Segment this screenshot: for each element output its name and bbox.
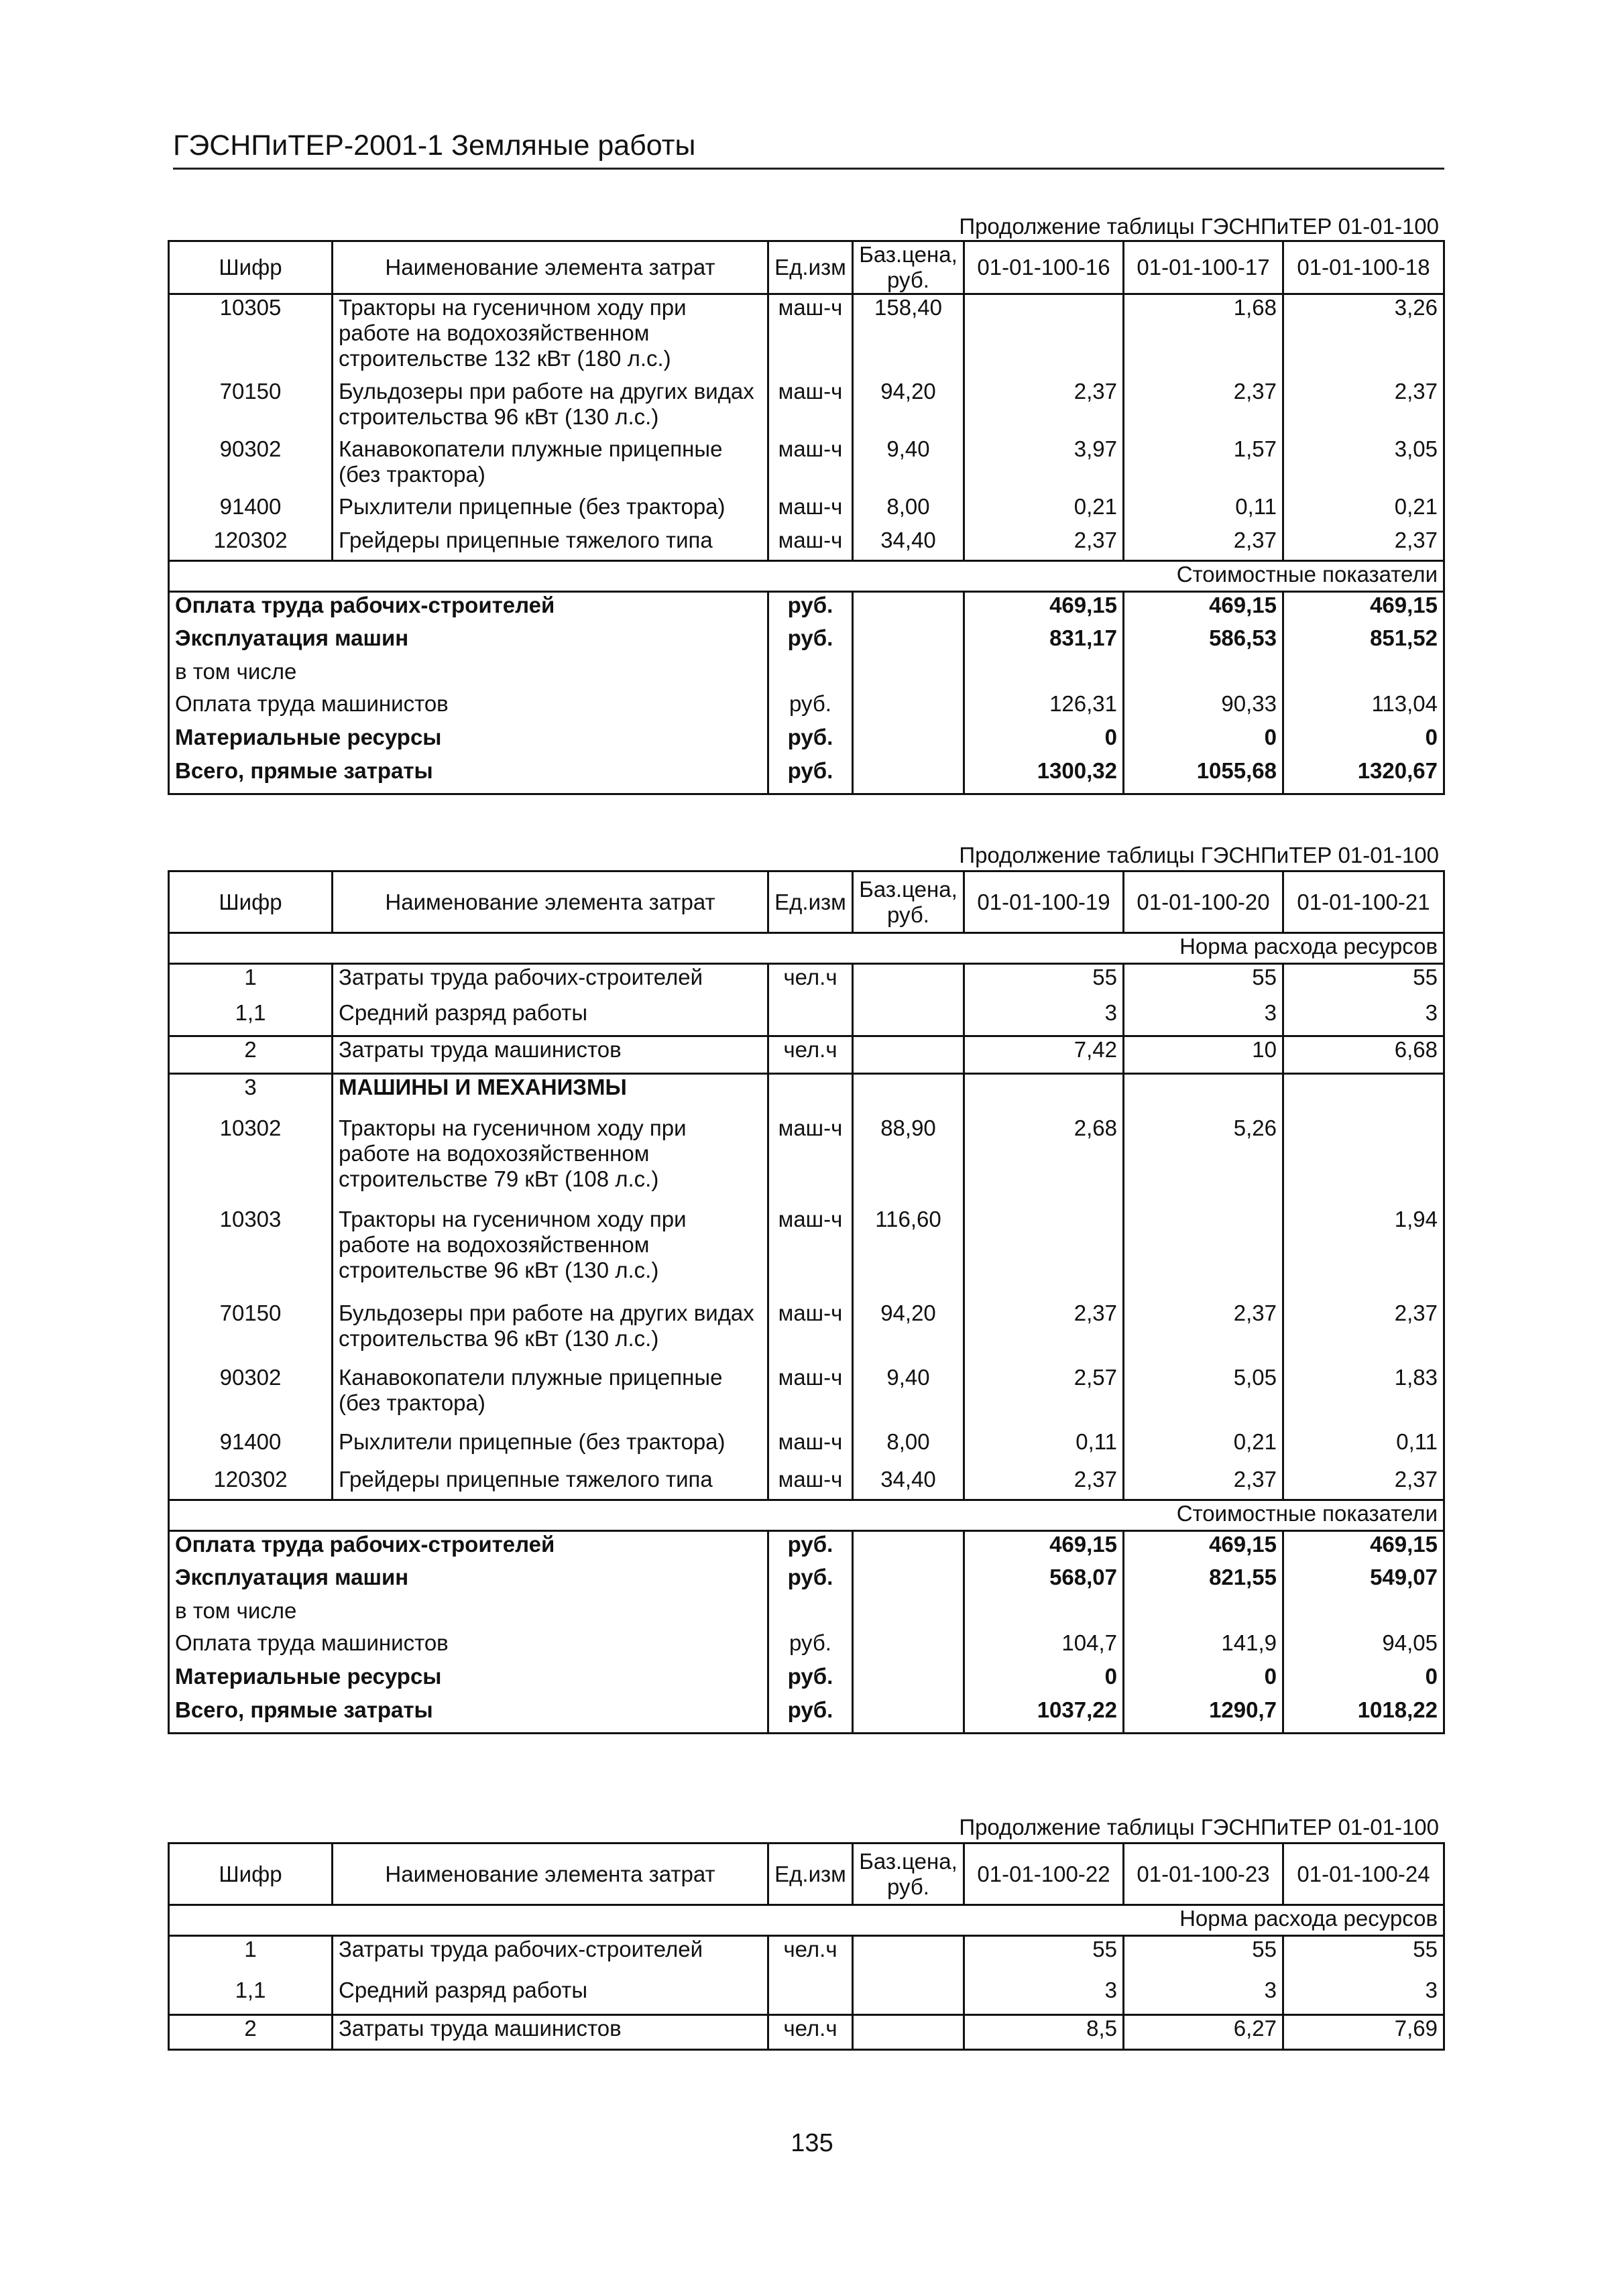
resource-value: 3 <box>1283 1000 1444 1036</box>
resource-value: 1,57 <box>1124 436 1283 494</box>
cost-value: 831,17 <box>964 625 1124 659</box>
resource-value: 2,37 <box>964 528 1124 561</box>
cost-unit <box>768 1598 853 1630</box>
resource-unit: чел.ч <box>768 964 853 1000</box>
cost-unit: руб. <box>768 1565 853 1598</box>
resource-value: 2,37 <box>964 379 1124 436</box>
resource-value: 6,27 <box>1124 2015 1283 2050</box>
cost-value: 469,15 <box>964 1531 1124 1565</box>
resource-value: 2,37 <box>1124 379 1283 436</box>
cost-label: Всего, прямые затраты <box>169 758 768 794</box>
resource-value <box>1124 1207 1283 1301</box>
cost-value: 94,05 <box>1283 1630 1444 1664</box>
resource-price: 34,40 <box>853 1467 964 1500</box>
resource-code: 70150 <box>169 1301 333 1365</box>
resource-name: Средний разряд работы <box>333 1000 768 1036</box>
resource-unit: маш-ч <box>768 436 853 494</box>
resource-value: 3 <box>1124 1000 1283 1036</box>
resource-value: 2,57 <box>964 1365 1124 1429</box>
resource-value: 6,68 <box>1283 1036 1444 1074</box>
cost-value: 549,07 <box>1283 1565 1444 1598</box>
column-header-norm: 01-01-100-20 <box>1124 871 1283 933</box>
table-row <box>169 436 1444 494</box>
resource-value: 0,21 <box>964 494 1124 528</box>
column-header-name: Наименование элемента затрат <box>333 871 768 933</box>
column-header-code: Шифр <box>169 241 333 294</box>
cost-value: 469,15 <box>1124 592 1283 625</box>
table-row <box>169 528 1444 561</box>
table-row <box>169 1115 1444 1207</box>
resource-unit <box>768 1000 853 1036</box>
column-header-unit: Ед.изм <box>768 1844 853 1905</box>
cost-unit: руб. <box>768 625 853 659</box>
resource-name: Затраты труда машинистов <box>333 2015 768 2050</box>
cost-row <box>169 1697 1444 1734</box>
norm-label: Норма расхода ресурсов <box>169 1905 1444 1936</box>
resource-code: 3 <box>169 1074 333 1115</box>
resource-name: Грейдеры прицепные тяжелого типа <box>333 528 768 561</box>
cost-value: 469,15 <box>964 592 1124 625</box>
cost-row <box>169 1598 1444 1630</box>
table-header-row <box>169 241 1444 294</box>
labor-row <box>169 2015 1444 2050</box>
resource-code: 91400 <box>169 494 333 528</box>
resource-value: 2,37 <box>964 1467 1124 1500</box>
resource-name: Бульдозеры при работе на других видах строительства 96 кВт (130 л.с.) <box>333 1301 768 1365</box>
cost-indicators-label: Стоимостные показатели <box>169 561 1444 592</box>
resource-price: 8,00 <box>853 494 964 528</box>
table-row <box>169 1429 1444 1467</box>
cost-label: Эксплуатация машин <box>169 1565 768 1598</box>
resource-code: 70150 <box>169 379 333 436</box>
section-header-row <box>169 561 1444 592</box>
resource-value: 55 <box>964 1936 1124 1978</box>
cost-value: 0 <box>964 1664 1124 1697</box>
cost-value: 1300,32 <box>964 758 1124 794</box>
cost-value: 0 <box>1283 1664 1444 1697</box>
section-row-machines <box>169 1074 1444 1115</box>
resource-value <box>1283 1115 1444 1207</box>
resource-unit <box>768 1978 853 2015</box>
column-header-price: Баз.цена, руб. <box>853 1844 964 1905</box>
resource-value: 3,97 <box>964 436 1124 494</box>
cost-unit: руб. <box>768 691 853 725</box>
section-header-row <box>169 933 1444 964</box>
resource-value: 55 <box>1283 1936 1444 1978</box>
table-header-row <box>169 1844 1444 1905</box>
section-header-row <box>169 1905 1444 1936</box>
cost-value: 0 <box>1124 1664 1283 1697</box>
cost-row <box>169 592 1444 625</box>
cost-unit <box>768 659 853 691</box>
table-row <box>169 1301 1444 1365</box>
cost-label: Всего, прямые затраты <box>169 1697 768 1734</box>
cost-value <box>964 659 1124 691</box>
cost-label: Оплата труда рабочих-строителей <box>169 592 768 625</box>
resource-price: 94,20 <box>853 379 964 436</box>
resource-value: 55 <box>1124 1936 1283 1978</box>
table-row <box>169 1467 1444 1500</box>
resource-unit: маш-ч <box>768 1301 853 1365</box>
table-row <box>169 494 1444 528</box>
column-header-unit: Ед.изм <box>768 871 853 933</box>
resource-value: 2,37 <box>1283 1467 1444 1500</box>
column-header-norm: 01-01-100-23 <box>1124 1844 1283 1905</box>
resource-price: 88,90 <box>853 1115 964 1207</box>
cost-value <box>964 1598 1124 1630</box>
cost-row <box>169 725 1444 758</box>
resource-value: 55 <box>964 964 1124 1000</box>
resource-value <box>964 1207 1124 1301</box>
cost-value: 586,53 <box>1124 625 1283 659</box>
resource-name: Канавокопатели плужные прицепные (без трактора) <box>333 1365 768 1429</box>
cost-row <box>169 1565 1444 1598</box>
page-title: ГЭСНПиТЕР-2001-1 Земляные работы <box>173 129 1444 170</box>
section-header-row <box>169 1500 1444 1531</box>
resource-unit: маш-ч <box>768 294 853 379</box>
resource-value: 3 <box>1124 1978 1283 2015</box>
column-header-price: Баз.цена, руб. <box>853 241 964 294</box>
resource-name: Затраты труда рабочих-строителей <box>333 1936 768 1978</box>
resource-value: 0,11 <box>1283 1429 1444 1467</box>
cost-label: Материальные ресурсы <box>169 725 768 758</box>
column-header-norm: 01-01-100-19 <box>964 871 1124 933</box>
resource-value: 2,37 <box>1283 379 1444 436</box>
machines-heading: МАШИНЫ И МЕХАНИЗМЫ <box>333 1074 768 1115</box>
resource-unit: маш-ч <box>768 1115 853 1207</box>
resource-value: 1,94 <box>1283 1207 1444 1301</box>
cost-value: 113,04 <box>1283 691 1444 725</box>
resource-value: 2,37 <box>1124 1467 1283 1500</box>
cost-unit: руб. <box>768 725 853 758</box>
cost-value: 1018,22 <box>1283 1697 1444 1734</box>
resource-value: 5,05 <box>1124 1365 1283 1429</box>
resource-value: 3,05 <box>1283 436 1444 494</box>
labor-row <box>169 1936 1444 1978</box>
column-header-norm: 01-01-100-24 <box>1283 1844 1444 1905</box>
column-header-norm: 01-01-100-17 <box>1124 241 1283 294</box>
resource-value: 2,37 <box>964 1301 1124 1365</box>
resource-name: Рыхлители прицепные (без трактора) <box>333 494 768 528</box>
resource-value <box>964 294 1124 379</box>
resource-unit: маш-ч <box>768 494 853 528</box>
resource-code: 91400 <box>169 1429 333 1467</box>
cost-unit: руб. <box>768 1664 853 1697</box>
resource-value: 8,5 <box>964 2015 1124 2050</box>
cost-label: Оплата труда машинистов <box>169 691 768 725</box>
cost-unit: руб. <box>768 1697 853 1734</box>
resource-value: 3 <box>964 1978 1124 2015</box>
page-number: 135 <box>791 2129 833 2157</box>
table-row <box>169 294 1444 379</box>
resource-value: 0,11 <box>964 1429 1124 1467</box>
cost-value: 568,07 <box>964 1565 1124 1598</box>
resource-code: 1 <box>169 1936 333 1978</box>
resource-name: Бульдозеры при работе на других видах строительства 96 кВт (130 л.с.) <box>333 379 768 436</box>
resource-value: 55 <box>1124 964 1283 1000</box>
resource-value: 2,37 <box>1283 1301 1444 1365</box>
resource-code: 2 <box>169 1036 333 1074</box>
resource-value: 3,26 <box>1283 294 1444 379</box>
cost-value: 0 <box>964 725 1124 758</box>
column-header-name: Наименование элемента затрат <box>333 241 768 294</box>
resource-unit: маш-ч <box>768 1207 853 1301</box>
cost-value: 1037,22 <box>964 1697 1124 1734</box>
resource-name: Канавокопатели плужные прицепные (без трактора) <box>333 436 768 494</box>
cost-row <box>169 758 1444 794</box>
resource-code: 1,1 <box>169 1978 333 2015</box>
resource-price: 8,00 <box>853 1429 964 1467</box>
labor-row <box>169 1000 1444 1036</box>
resource-table-3 <box>168 1842 1445 2051</box>
table-header-row <box>169 871 1444 933</box>
resource-value: 3 <box>1283 1978 1444 2015</box>
table-continuation-label: Продолжение таблицы ГЭСНПиТЕР 01-01-100 <box>959 214 1439 239</box>
cost-value <box>1283 659 1444 691</box>
column-header-code: Шифр <box>169 871 333 933</box>
cost-label: в том числе <box>169 1598 768 1630</box>
cost-value: 469,15 <box>1283 592 1444 625</box>
resource-value: 0,21 <box>1283 494 1444 528</box>
cost-value: 821,55 <box>1124 1565 1283 1598</box>
resource-code: 2 <box>169 2015 333 2050</box>
column-header-norm: 01-01-100-21 <box>1283 871 1444 933</box>
table-continuation-label: Продолжение таблицы ГЭСНПиТЕР 01-01-100 <box>959 843 1439 867</box>
resource-code: 120302 <box>169 1467 333 1500</box>
resource-value: 2,68 <box>964 1115 1124 1207</box>
column-header-name: Наименование элемента затрат <box>333 1844 768 1905</box>
resource-value: 0,11 <box>1124 494 1283 528</box>
resource-value: 1,68 <box>1124 294 1283 379</box>
resource-price: 116,60 <box>853 1207 964 1301</box>
resource-value: 55 <box>1283 964 1444 1000</box>
resource-name: Затраты труда рабочих-строителей <box>333 964 768 1000</box>
cost-value <box>1124 1598 1283 1630</box>
resource-code: 90302 <box>169 1365 333 1429</box>
resource-value: 2,37 <box>1124 1301 1283 1365</box>
cost-unit: руб. <box>768 1531 853 1565</box>
cost-row <box>169 691 1444 725</box>
resource-name: Грейдеры прицепные тяжелого типа <box>333 1467 768 1500</box>
table-continuation-label: Продолжение таблицы ГЭСНПиТЕР 01-01-100 <box>959 1815 1439 1839</box>
resource-value: 10 <box>1124 1036 1283 1074</box>
cost-value: 1290,7 <box>1124 1697 1283 1734</box>
resource-table-2 <box>168 870 1445 1734</box>
resource-code: 10303 <box>169 1207 333 1301</box>
resource-value: 5,26 <box>1124 1115 1283 1207</box>
resource-value: 7,69 <box>1283 2015 1444 2050</box>
resource-value: 2,37 <box>1283 528 1444 561</box>
resource-price: 158,40 <box>853 294 964 379</box>
resource-name: Затраты труда машинистов <box>333 1036 768 1074</box>
resource-price: 9,40 <box>853 436 964 494</box>
resource-unit: маш-ч <box>768 1429 853 1467</box>
cost-label: Оплата труда машинистов <box>169 1630 768 1664</box>
column-header-code: Шифр <box>169 1844 333 1905</box>
resource-value: 2,37 <box>1124 528 1283 561</box>
cost-label: Материальные ресурсы <box>169 1664 768 1697</box>
column-header-norm: 01-01-100-18 <box>1283 241 1444 294</box>
resource-unit: маш-ч <box>768 1467 853 1500</box>
cost-value: 126,31 <box>964 691 1124 725</box>
resource-code: 1 <box>169 964 333 1000</box>
resource-code: 90302 <box>169 436 333 494</box>
cost-value: 469,15 <box>1283 1531 1444 1565</box>
resource-code: 10302 <box>169 1115 333 1207</box>
resource-unit: чел.ч <box>768 1036 853 1074</box>
cost-row <box>169 1531 1444 1565</box>
cost-value: 0 <box>1283 725 1444 758</box>
column-header-norm: 01-01-100-16 <box>964 241 1124 294</box>
cost-row <box>169 1630 1444 1664</box>
cost-label: Эксплуатация машин <box>169 625 768 659</box>
resource-value: 0,21 <box>1124 1429 1283 1467</box>
cost-value: 141,9 <box>1124 1630 1283 1664</box>
resource-unit: маш-ч <box>768 379 853 436</box>
cost-unit: руб. <box>768 592 853 625</box>
cost-unit: руб. <box>768 1630 853 1664</box>
cost-value: 0 <box>1124 725 1283 758</box>
cost-value: 90,33 <box>1124 691 1283 725</box>
cost-value <box>1124 659 1283 691</box>
resource-unit: чел.ч <box>768 2015 853 2050</box>
cost-unit: руб. <box>768 758 853 794</box>
column-header-unit: Ед.изм <box>768 241 853 294</box>
page-header <box>173 129 1444 170</box>
cost-value: 104,7 <box>964 1630 1124 1664</box>
resource-code: 10305 <box>169 294 333 379</box>
resource-name: Тракторы на гусеничном ходу при работе на водохозяйственном строительстве 132 кВт (180 л.с.) <box>333 294 768 379</box>
resource-value: 7,42 <box>964 1036 1124 1074</box>
resource-unit: чел.ч <box>768 1936 853 1978</box>
labor-row <box>169 964 1444 1000</box>
cost-value <box>1283 1598 1444 1630</box>
resource-unit: маш-ч <box>768 528 853 561</box>
resource-value: 1,83 <box>1283 1365 1444 1429</box>
labor-row <box>169 1978 1444 2015</box>
column-header-norm: 01-01-100-22 <box>964 1844 1124 1905</box>
resource-unit: маш-ч <box>768 1365 853 1429</box>
cost-value: 851,52 <box>1283 625 1444 659</box>
resource-code: 120302 <box>169 528 333 561</box>
table-row <box>169 379 1444 436</box>
cost-label: в том числе <box>169 659 768 691</box>
resource-price: 9,40 <box>853 1365 964 1429</box>
resource-code: 1,1 <box>169 1000 333 1036</box>
resource-name: Средний разряд работы <box>333 1978 768 2015</box>
resource-name: Тракторы на гусеничном ходу при работе на водохозяйственном строительстве 96 кВт (130 л.с.) <box>333 1207 768 1301</box>
labor-row <box>169 1036 1444 1074</box>
resource-value: 3 <box>964 1000 1124 1036</box>
column-header-price: Баз.цена, руб. <box>853 871 964 933</box>
resource-name: Рыхлители прицепные (без трактора) <box>333 1429 768 1467</box>
resource-price: 34,40 <box>853 528 964 561</box>
resource-name: Тракторы на гусеничном ходу при работе на водохозяйственном строительстве 79 кВт (108 л.с.) <box>333 1115 768 1207</box>
norm-label: Норма расхода ресурсов <box>169 933 1444 964</box>
resource-price: 94,20 <box>853 1301 964 1365</box>
cost-row <box>169 1664 1444 1697</box>
resource-table-1 <box>168 240 1445 795</box>
cost-value: 469,15 <box>1124 1531 1283 1565</box>
cost-value: 1320,67 <box>1283 758 1444 794</box>
table-row <box>169 1207 1444 1301</box>
cost-value: 1055,68 <box>1124 758 1283 794</box>
cost-row <box>169 659 1444 691</box>
cost-row <box>169 625 1444 659</box>
cost-indicators-label: Стоимостные показатели <box>169 1500 1444 1531</box>
cost-label: Оплата труда рабочих-строителей <box>169 1531 768 1565</box>
table-row <box>169 1365 1444 1429</box>
